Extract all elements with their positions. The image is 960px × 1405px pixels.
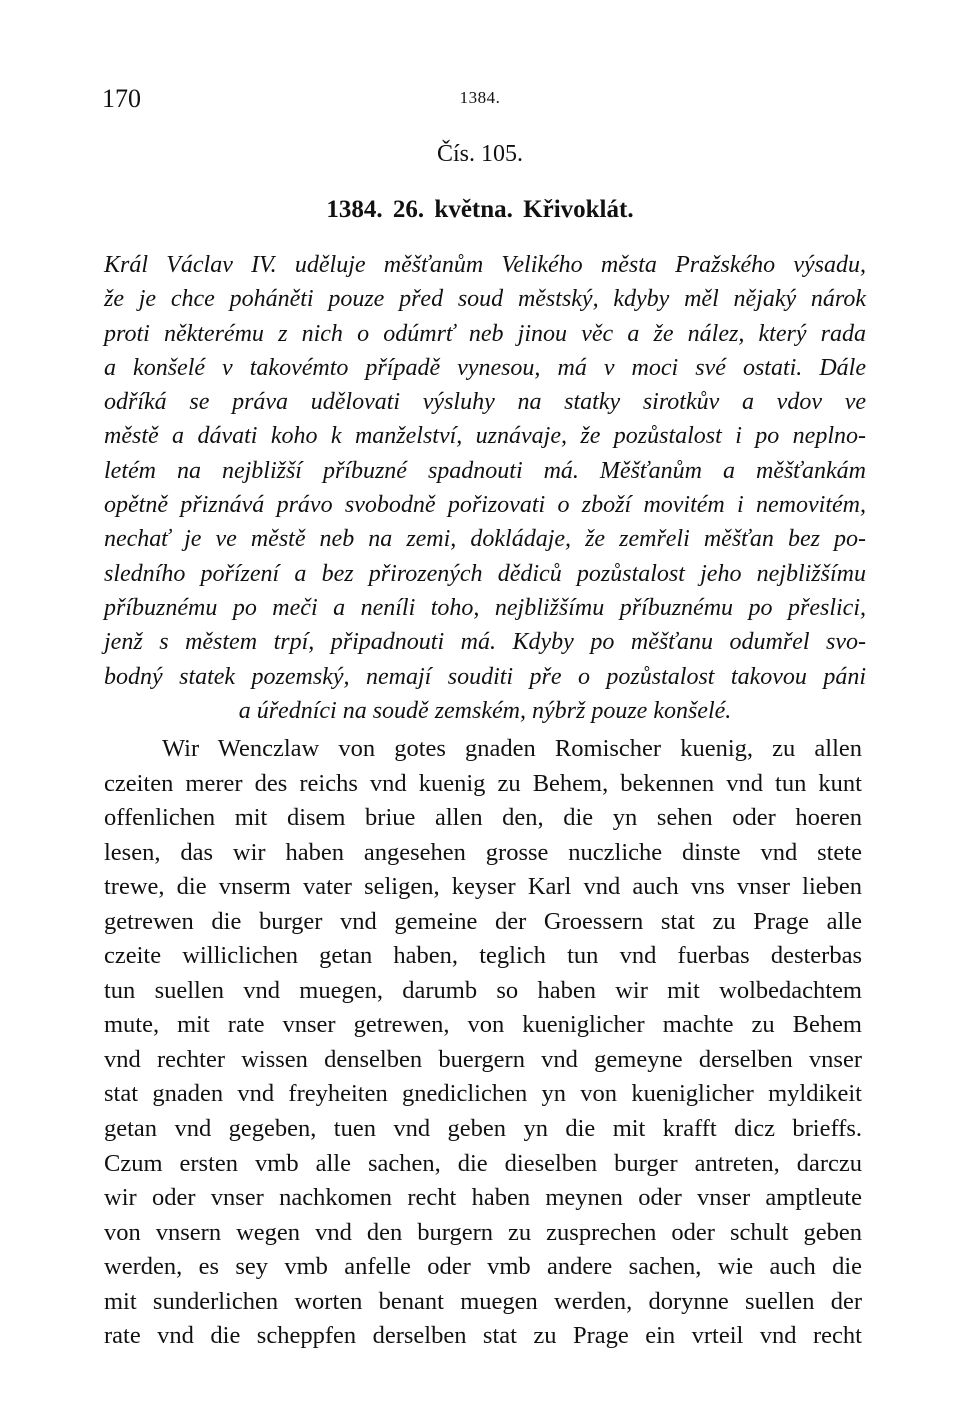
- regest-line: letém na nejbližší příbuzné spadnouti má. Měšťanům a měšťankám: [104, 457, 866, 484]
- regest-summary: [104, 248, 866, 728]
- regest-line: městě a dávati koho k manželství, uznávaje, že pozůstalost i po neplno-: [104, 423, 866, 450]
- running-head: 1384.: [459, 88, 501, 107]
- charter-line: von vnsern wegen vnd den burgern zu zusprechen oder schult geben: [104, 1218, 862, 1246]
- charter-line: werden, es sey vmb anfelle oder vmb andere sachen, wie auch die: [104, 1253, 862, 1281]
- regest-line: bodný statek pozemský, nemají souditi pře o pozůstalost takovou páni: [104, 663, 866, 690]
- charter-line: czeite williclichen getan haben, teglich tun vnd fuerbas desterbas: [104, 942, 862, 970]
- charter-line: tun suellen vnd muegen, darumb so haben wir mit wolbedachtem: [104, 976, 862, 1004]
- document-number: Čís. 105.: [436, 141, 523, 167]
- charter-line: trewe, die vnserm vater seligen, keyser Karl vnd auch vns vnser lieben: [104, 873, 862, 901]
- charter-line: rate vnd die scheppfen derselben stat zu Prage ein vrteil vnd recht: [104, 1322, 862, 1350]
- charter-text: [104, 732, 862, 1354]
- regest-line: odříká se práva udělovati výsluhy na statky sirotkův a vdov ve: [104, 389, 866, 416]
- charter-line: getan vnd gegeben, tuen vnd geben yn die mit krafft dicz brieffs.: [104, 1115, 862, 1143]
- regest-line: nechať je ve městě neb na zemi, dokládaje, že zemřeli měšťan bez po-: [104, 526, 866, 553]
- regest-line: a konšelé v takovémto případě vynesou, má v moci své ostati. Dále: [104, 354, 866, 381]
- charter-line: stat gnaden vnd freyheiten gnediclichen yn von kueniglicher myldikeit: [104, 1080, 862, 1108]
- regest-line: že je chce poháněti pouze před soud městský, kdyby měl nějaký nárok: [104, 286, 866, 313]
- regest-line: opětně přiznává právo svobodně pořizovati o zboží movitém i nemovitém,: [104, 492, 866, 519]
- charter-line: offenlichen mit disem briue allen den, die yn sehen oder hoeren: [104, 804, 862, 832]
- charter-line: mit sunderlichen worten benant muegen werden, dorynne suellen der: [104, 1287, 862, 1315]
- regest-line: Král Václav IV. uděluje měšťanům Velikého města Pražského výsadu,: [104, 252, 866, 278]
- charter-line: Czum ersten vmb alle sachen, die dieselben burger antreten, darczu: [104, 1149, 862, 1177]
- page-number: 170: [102, 84, 141, 113]
- regest-line: jenž s městem trpí, připadnouti má. Kdyby po měšťanu odumřel svo-: [104, 629, 866, 656]
- charter-line: vnd rechter wissen denselben buergern vnd gemeyne derselben vnser: [104, 1045, 862, 1073]
- charter-line: wir oder vnser nachkomen recht haben meynen oder vnser amptleute: [104, 1184, 862, 1212]
- charter-line: Wir Wenczlaw von gotes gnaden Romischer kuenig, zu allen: [162, 735, 862, 762]
- regest-line: příbuznému po meči a neníli toho, nejbližšímu příbuznému po přeslici,: [104, 594, 866, 621]
- document-date-place: 1384. 26. května. Křivoklát.: [326, 196, 634, 223]
- regest-line: sledního pořízení a bez přirozených dědiců pozůstalost jeho nejbližšímu: [104, 560, 866, 587]
- regest-line: proti některému z nich o odúmrť neb jinou věc a že nález, který rada: [104, 320, 866, 347]
- charter-line: getrewen die burger vnd gemeine der Groessern stat zu Prage alle: [104, 907, 862, 935]
- charter-line: lesen, das wir haben angesehen grosse nuczliche dinste vnd stete: [104, 838, 862, 866]
- charter-line: mute, mit rate vnser getrewen, von kueniglicher machte zu Behem: [104, 1011, 862, 1039]
- charter-line: czeiten merer des reichs vnd kuenig zu Behem, bekennen vnd tun kunt: [104, 769, 862, 797]
- regest-line: a úředníci na soudě zemském, nýbrž pouze konšelé.: [238, 697, 732, 724]
